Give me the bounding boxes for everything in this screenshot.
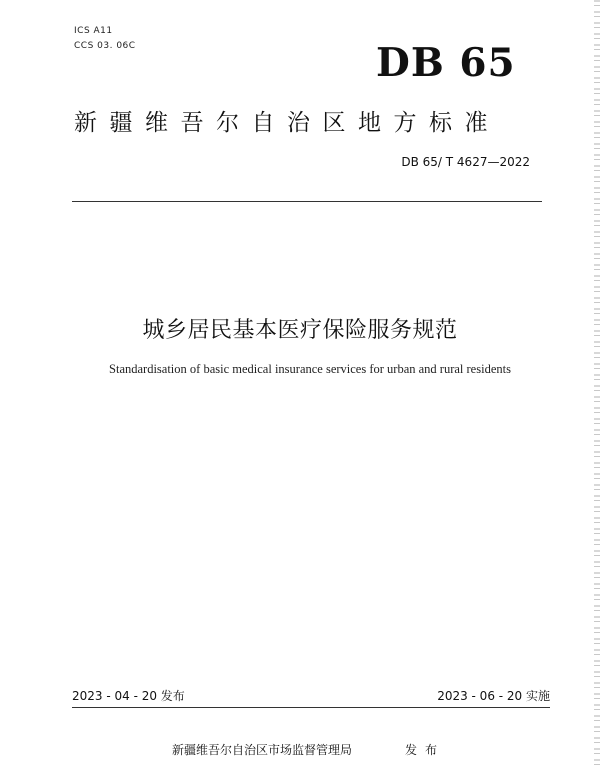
standard-level-heading: 新疆维吾尔自治区地方标准 — [74, 110, 500, 136]
issue-label: 发布 — [405, 743, 446, 757]
scan-edge-artifact — [594, 0, 600, 767]
bottom-divider — [72, 707, 550, 708]
standard-number: DB 65/ T 4627—2022 — [401, 155, 530, 169]
ccs-code: CCS 03. 06C — [74, 41, 136, 51]
top-divider — [72, 201, 542, 202]
document-title-chinese: 城乡居民基本医疗保险服务规范 — [142, 318, 458, 343]
effective-date: 2023 - 06 - 20 实施 — [437, 689, 550, 703]
issue-date: 2023 - 04 - 20 发布 — [72, 689, 185, 703]
ics-code: ICS A11 — [74, 26, 113, 36]
issuing-authority: 新疆维吾尔自治区市场监督管理局 — [172, 743, 353, 757]
document-title-english: Standardisation of basic medical insurance services for urban and rural residents — [109, 362, 511, 376]
db-logo: DB 65 — [376, 40, 516, 86]
